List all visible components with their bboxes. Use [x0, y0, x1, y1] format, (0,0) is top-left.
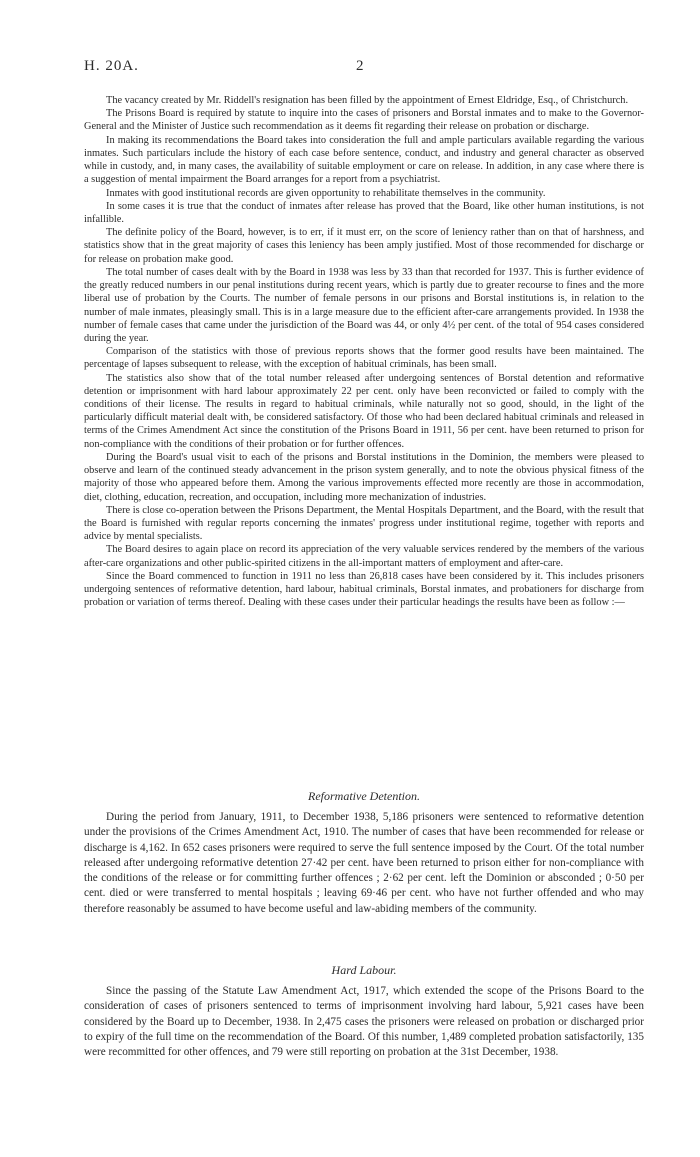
paragraph: Comparison of the statistics with those of previous reports shows that the former good results have been maintained. The percentage of lapses subsequent to release, with the exception of habitual criminals, has been small. [84, 346, 644, 371]
page-header [84, 58, 644, 78]
page-number: 2 [356, 58, 364, 74]
paragraph: The definite policy of the Board, however, is to err, if it must err, on the score of leniency rather than on that of harshness, and statistics show that in the great majority of cases this leniency has been amply justified. Most of those recommended for discharge or for release on probation make good. [84, 227, 644, 265]
section-heading-reformative-detention: Reformative Detention. [308, 789, 420, 803]
section-heading-hard-labour: Hard Labour. [331, 963, 397, 977]
section-hard-labour [84, 984, 644, 1060]
paragraph: There is close co-operation between the Prisons Department, the Mental Hospitals Department, and the Board, with the result that the Board is furnished with regular reports concerning the inmates' progress under institutional regime, together with reports and advice by mental specialists. [84, 504, 644, 543]
paragraph: Since the Board commenced to function in 1911 no less than 26,818 cases have been considered by it. This includes prisoners undergoing sentences of reformative detention, hard labour, habitual criminals, Borstal inmates, and probationers for discharge from probation or variation of terms thereof. Dealing with these cases under their particular headings the results have been as follow :— [84, 570, 644, 609]
paragraph: The Prisons Board is required by statute to inquire into the cases of prisoners and Borstal inmates and to make to the Governor-General and the Minister of Justice such recommendation as it deems fit regarding their release on probation or discharge. [84, 108, 644, 133]
section-paragraph: Since the passing of the Statute Law Amendment Act, 1917, which extended the scope of the Prisons Board to the consideration of cases of prisoners sentenced to terms of imprisonment involving hard labour, 5,921 cases have been considered by the Board up to December, 1938. In 2,475 cases the prisoners were released on probation or discharged prior to expiry of the full time on the recommendation of the Board. Of this number, 1,489 completed probation satisfactorily, 135 were recommitted for other offences, and 79 were still reporting on probation at the 31st December, 1938. [84, 985, 644, 1059]
main-text [84, 94, 644, 610]
paragraph: The statistics also show that of the total number released after undergoing sentences of Borstal detention and reformative detention or imprisonment with hard labour approximately 22 per cent. only have been reconvicted or failed to comply with the conditions of their license. The results in regard to habitual criminals, while naturally not so good, should, in the light of the particularly difficult material dealt with, be considered satisfactory. Of those who had been declared habitual criminals and released in terms of the Crimes Amendment Act since the constitution of the Prisons Board in 1911, 56 per cent. have been returned to prison for non-compliance with the conditions of their probation or for further offences. [84, 372, 644, 450]
paragraph: In some cases it is true that the conduct of inmates after release has proved that the Board, like other human institutions, is not infallible. [84, 200, 644, 225]
paragraph: In making its recommendations the Board takes into consideration the full and ample particulars available regarding the various inmates. Such particulars include the history of each case before sentence, conduct, and industry and general character as observed while in custody, and, in many cases, the availability of suitable employment or care on release. In addition, in any case where there is a suggestion of mental impairment the Board arranges for a report from a psychiatrist. [84, 134, 644, 186]
paragraph: The Board desires to again place on record its appreciation of the very valuable services rendered by the members of the various after-care organizations and other public-spirited citizens in the all-important matters of employment and after-care. [84, 544, 644, 569]
section-reformative-detention [84, 810, 644, 917]
paragraph: Inmates with good institutional records are given opportunity to rehabilitate themselves in the community. [106, 187, 546, 199]
section-paragraph: During the period from January, 1911, to December 1938, 5,186 prisoners were sentenced to reformative detention under the provisions of the Crimes Amendment Act, 1910. The number of cases that have been recommended for release or discharge is 4,162. In 652 cases prisoners were required to serve the full sentence imposed by the Court. Of the total number released after undergoing reformative detention 27·42 per cent. have been returned to prison either for non-compliance with the conditions of the release or for committing further offences ; 2·62 per cent. left the Dominion or absconded ; 0·50 per cent. died or were transferred to mental hospitals ; leaving 69·46 per cent. who have not further offended and who may therefore reasonably be assumed to have become useful and law-abiding members of the community. [84, 811, 644, 915]
paragraph: The vacancy created by Mr. Riddell's resignation has been filled by the appointment of Ernest Eldridge, Esq., of Christchurch. [106, 95, 629, 106]
paragraph: The total number of cases dealt with by the Board in 1938 was less by 33 than that recorded for 1937. This is further evidence of the greatly reduced numbers in our penal institutions during recent years, which is partly due to greater recourse to fines and the more liberal use of probation by the Courts. The number of female persons in our prisons and Borstal institutions is, in relation to the number of male inmates, pleasingly small. This is in a large measure due to the efficient after-care arrangements provided. In 1938 the number of female cases that came under the jurisdiction of the Board was 44, or only 4½ per cent. of the total of 954 cases considered during the year. [84, 266, 644, 344]
paragraph: During the Board's usual visit to each of the prisons and Borstal institutions in the Dominion, the members were pleased to observe and learn of the continued steady advancement in the prison system generally, and to note the obvious physical fitness of the majority of those who appeared before them. Among the various improvements effected more recently are those in accommodation, diet, clothing, education, recreation, and occupation, including more mechanization of industries. [84, 451, 644, 503]
document-reference: H. 20A. [84, 58, 139, 74]
